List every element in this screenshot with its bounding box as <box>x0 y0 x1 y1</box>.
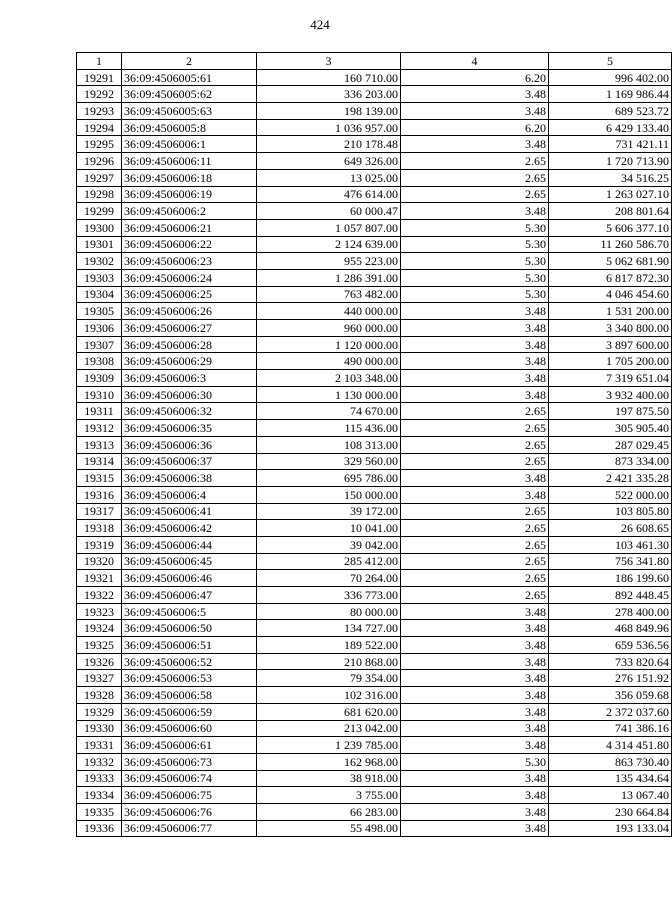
total-value-cell: 873 334.00 <box>549 453 672 470</box>
rate-value-cell: 2.65 <box>401 453 549 470</box>
cadastral-number-cell: 36:09:4506006:45 <box>122 553 257 570</box>
total-value-cell: 103 805.80 <box>549 503 672 520</box>
row-number-cell: 19306 <box>77 320 122 337</box>
area-value-cell: 102 316.00 <box>257 687 401 704</box>
cadastral-number-cell: 36:09:4506006:35 <box>122 420 257 437</box>
total-value-cell: 2 421 335.28 <box>549 470 672 487</box>
row-number-cell: 19318 <box>77 520 122 537</box>
table-row <box>77 186 672 203</box>
cadastral-number-cell: 36:09:4506006:22 <box>122 236 257 253</box>
total-value-cell: 2 372 037.60 <box>549 703 672 720</box>
table-row <box>77 103 672 120</box>
table-row <box>77 503 672 520</box>
rate-value-cell: 3.48 <box>401 703 549 720</box>
row-number-cell: 19323 <box>77 603 122 620</box>
total-value-cell: 11 260 586.70 <box>549 236 672 253</box>
table-row <box>77 753 672 770</box>
area-value-cell: 134 727.00 <box>257 620 401 637</box>
total-value-cell: 5 062 681.90 <box>549 253 672 270</box>
area-value-cell: 162 968.00 <box>257 753 401 770</box>
total-value-cell: 5 606 377.10 <box>549 219 672 236</box>
table-row <box>77 269 672 286</box>
rate-value-cell: 3.48 <box>401 336 549 353</box>
table-row <box>77 470 672 487</box>
cadastral-number-cell: 36:09:4506006:37 <box>122 453 257 470</box>
row-number-cell: 19325 <box>77 637 122 654</box>
row-number-cell: 19317 <box>77 503 122 520</box>
total-value-cell: 1 263 027.10 <box>549 186 672 203</box>
rate-value-cell: 3.48 <box>401 637 549 654</box>
table-row <box>77 670 672 687</box>
rate-value-cell: 2.65 <box>401 153 549 170</box>
row-number-cell: 19300 <box>77 219 122 236</box>
total-value-cell: 1 169 986.44 <box>549 86 672 103</box>
area-value-cell: 2 103 348.00 <box>257 370 401 387</box>
area-value-cell: 681 620.00 <box>257 703 401 720</box>
total-value-cell: 3 932 400.00 <box>549 386 672 403</box>
cadastral-number-cell: 36:09:4506006:18 <box>122 169 257 186</box>
cadastral-number-cell: 36:09:4506006:75 <box>122 787 257 804</box>
row-number-cell: 19324 <box>77 620 122 637</box>
total-value-cell: 756 341.80 <box>549 553 672 570</box>
area-value-cell: 60 000.47 <box>257 203 401 220</box>
table-row <box>77 587 672 604</box>
cadastral-number-cell: 36:09:4506006:26 <box>122 303 257 320</box>
row-number-cell: 19292 <box>77 86 122 103</box>
cadastral-number-cell: 36:09:4506006:44 <box>122 536 257 553</box>
table-row <box>77 820 672 837</box>
total-value-cell: 468 849.96 <box>549 620 672 637</box>
cadastral-number-cell: 36:09:4506005:63 <box>122 103 257 120</box>
rate-value-cell: 3.48 <box>401 386 549 403</box>
rate-value-cell: 2.65 <box>401 436 549 453</box>
area-value-cell: 1 286 391.00 <box>257 269 401 286</box>
area-value-cell: 490 000.00 <box>257 353 401 370</box>
table-row <box>77 453 672 470</box>
cadastral-number-cell: 36:09:4506006:23 <box>122 253 257 270</box>
table-row <box>77 86 672 103</box>
rate-value-cell: 5.30 <box>401 253 549 270</box>
area-value-cell: 189 522.00 <box>257 637 401 654</box>
table-row <box>77 637 672 654</box>
row-number-cell: 19321 <box>77 570 122 587</box>
cadastral-number-cell: 36:09:4506006:51 <box>122 637 257 654</box>
row-number-cell: 19296 <box>77 153 122 170</box>
cadastral-number-cell: 36:09:4506006:36 <box>122 436 257 453</box>
total-value-cell: 6 817 872.30 <box>549 269 672 286</box>
table-row <box>77 403 672 420</box>
cadastral-number-cell: 36:09:4506006:59 <box>122 703 257 720</box>
table-row <box>77 720 672 737</box>
row-number-cell: 19301 <box>77 236 122 253</box>
table-row <box>77 119 672 136</box>
rate-value-cell: 3.48 <box>401 86 549 103</box>
cadastral-number-cell: 36:09:4506006:5 <box>122 603 257 620</box>
cadastral-number-cell: 36:09:4506006:60 <box>122 720 257 737</box>
row-number-cell: 19304 <box>77 286 122 303</box>
rate-value-cell: 3.48 <box>401 203 549 220</box>
cadastral-number-cell: 36:09:4506006:21 <box>122 219 257 236</box>
rate-value-cell: 3.48 <box>401 687 549 704</box>
rate-value-cell: 5.30 <box>401 269 549 286</box>
rate-value-cell: 5.30 <box>401 286 549 303</box>
cadastral-number-cell: 36:09:4506006:32 <box>122 403 257 420</box>
rate-value-cell: 5.30 <box>401 236 549 253</box>
total-value-cell: 996 402.00 <box>549 69 672 86</box>
rate-value-cell: 3.48 <box>401 653 549 670</box>
rate-value-cell: 3.48 <box>401 486 549 503</box>
rate-value-cell: 3.48 <box>401 620 549 637</box>
area-value-cell: 70 264.00 <box>257 570 401 587</box>
cadastral-number-cell: 36:09:4506006:41 <box>122 503 257 520</box>
area-value-cell: 210 178.48 <box>257 136 401 153</box>
total-value-cell: 733 820.64 <box>549 653 672 670</box>
total-value-cell: 278 400.00 <box>549 603 672 620</box>
cadastral-number-cell: 36:09:4506006:76 <box>122 803 257 820</box>
total-value-cell: 3 340 800.00 <box>549 320 672 337</box>
cadastral-number-cell: 36:09:4506006:61 <box>122 737 257 754</box>
area-value-cell: 150 000.00 <box>257 486 401 503</box>
area-value-cell: 38 918.00 <box>257 770 401 787</box>
area-value-cell: 10 041.00 <box>257 520 401 537</box>
rate-value-cell: 2.65 <box>401 186 549 203</box>
row-number-cell: 19311 <box>77 403 122 420</box>
area-value-cell: 649 326.00 <box>257 153 401 170</box>
area-value-cell: 115 436.00 <box>257 420 401 437</box>
cadastral-number-cell: 36:09:4506006:46 <box>122 570 257 587</box>
header-row <box>77 53 672 70</box>
total-value-cell: 230 664.84 <box>549 803 672 820</box>
row-number-cell: 19313 <box>77 436 122 453</box>
table-row <box>77 436 672 453</box>
row-number-cell: 19330 <box>77 720 122 737</box>
row-number-cell: 19336 <box>77 820 122 837</box>
table-row <box>77 336 672 353</box>
area-value-cell: 55 498.00 <box>257 820 401 837</box>
table-row <box>77 620 672 637</box>
row-number-cell: 19305 <box>77 303 122 320</box>
cadastral-number-cell: 36:09:4506006:52 <box>122 653 257 670</box>
total-value-cell: 135 434.64 <box>549 770 672 787</box>
row-number-cell: 19298 <box>77 186 122 203</box>
total-value-cell: 1 720 713.90 <box>549 153 672 170</box>
table-body <box>77 69 672 837</box>
row-number-cell: 19320 <box>77 553 122 570</box>
total-value-cell: 1 531 200.00 <box>549 303 672 320</box>
row-number-cell: 19328 <box>77 687 122 704</box>
table-row <box>77 570 672 587</box>
total-value-cell: 276 151.92 <box>549 670 672 687</box>
column-header-5: 5 <box>549 53 672 70</box>
area-value-cell: 79 354.00 <box>257 670 401 687</box>
cadastral-number-cell: 36:09:4506006:25 <box>122 286 257 303</box>
cadastral-number-cell: 36:09:4506005:62 <box>122 86 257 103</box>
row-number-cell: 19335 <box>77 803 122 820</box>
row-number-cell: 19314 <box>77 453 122 470</box>
cadastral-number-cell: 36:09:4506006:77 <box>122 820 257 837</box>
area-value-cell: 3 755.00 <box>257 787 401 804</box>
cadastral-number-cell: 36:09:4506006:4 <box>122 486 257 503</box>
total-value-cell: 208 801.64 <box>549 203 672 220</box>
cadastral-number-cell: 36:09:4506006:11 <box>122 153 257 170</box>
total-value-cell: 522 000.00 <box>549 486 672 503</box>
row-number-cell: 19332 <box>77 753 122 770</box>
area-value-cell: 1 239 785.00 <box>257 737 401 754</box>
table-row <box>77 703 672 720</box>
table-row <box>77 169 672 186</box>
cadastral-number-cell: 36:09:4506006:53 <box>122 670 257 687</box>
row-number-cell: 19309 <box>77 370 122 387</box>
cadastral-number-cell: 36:09:4506006:42 <box>122 520 257 537</box>
row-number-cell: 19316 <box>77 486 122 503</box>
row-number-cell: 19331 <box>77 737 122 754</box>
registry-table <box>76 52 672 837</box>
table-row <box>77 536 672 553</box>
row-number-cell: 19294 <box>77 119 122 136</box>
rate-value-cell: 3.48 <box>401 303 549 320</box>
area-value-cell: 108 313.00 <box>257 436 401 453</box>
cadastral-number-cell: 36:09:4506005:8 <box>122 119 257 136</box>
row-number-cell: 19291 <box>77 69 122 86</box>
table-row <box>77 553 672 570</box>
column-header-2: 2 <box>122 53 257 70</box>
table-row <box>77 236 672 253</box>
page-number: 424 <box>310 17 330 32</box>
table-row <box>77 520 672 537</box>
table-row <box>77 353 672 370</box>
rate-value-cell: 2.65 <box>401 570 549 587</box>
rate-value-cell: 3.48 <box>401 770 549 787</box>
cadastral-number-cell: 36:09:4506006:27 <box>122 320 257 337</box>
cadastral-number-cell: 36:09:4506006:2 <box>122 203 257 220</box>
total-value-cell: 197 875.50 <box>549 403 672 420</box>
rate-value-cell: 3.48 <box>401 787 549 804</box>
table-row <box>77 69 672 86</box>
total-value-cell: 863 730.40 <box>549 753 672 770</box>
total-value-cell: 26 608.65 <box>549 520 672 537</box>
rate-value-cell: 3.48 <box>401 136 549 153</box>
area-value-cell: 66 283.00 <box>257 803 401 820</box>
row-number-cell: 19293 <box>77 103 122 120</box>
cadastral-number-cell: 36:09:4506006:29 <box>122 353 257 370</box>
rate-value-cell: 2.65 <box>401 587 549 604</box>
area-value-cell: 210 868.00 <box>257 653 401 670</box>
row-number-cell: 19312 <box>77 420 122 437</box>
row-number-cell: 19303 <box>77 269 122 286</box>
area-value-cell: 440 000.00 <box>257 303 401 320</box>
cadastral-number-cell: 36:09:4506006:47 <box>122 587 257 604</box>
column-header-4: 4 <box>401 53 549 70</box>
column-header-3: 3 <box>257 53 401 70</box>
table-row <box>77 787 672 804</box>
rate-value-cell: 3.48 <box>401 103 549 120</box>
cadastral-number-cell: 36:09:4506005:61 <box>122 69 257 86</box>
table-row <box>77 303 672 320</box>
column-header-1: 1 <box>77 53 122 70</box>
cadastral-number-cell: 36:09:4506006:73 <box>122 753 257 770</box>
cadastral-number-cell: 36:09:4506006:19 <box>122 186 257 203</box>
total-value-cell: 892 448.45 <box>549 587 672 604</box>
rate-value-cell: 2.65 <box>401 503 549 520</box>
table-row <box>77 737 672 754</box>
area-value-cell: 336 773.00 <box>257 587 401 604</box>
row-number-cell: 19322 <box>77 587 122 604</box>
table-row <box>77 203 672 220</box>
table-row <box>77 320 672 337</box>
row-number-cell: 19326 <box>77 653 122 670</box>
area-value-cell: 1 036 957.00 <box>257 119 401 136</box>
rate-value-cell: 5.30 <box>401 753 549 770</box>
total-value-cell: 34 516.25 <box>549 169 672 186</box>
rate-value-cell: 3.48 <box>401 353 549 370</box>
rate-value-cell: 2.65 <box>401 536 549 553</box>
area-value-cell: 39 042.00 <box>257 536 401 553</box>
table-row <box>77 136 672 153</box>
row-number-cell: 19333 <box>77 770 122 787</box>
total-value-cell: 731 421.11 <box>549 136 672 153</box>
area-value-cell: 336 203.00 <box>257 86 401 103</box>
rate-value-cell: 3.48 <box>401 820 549 837</box>
area-value-cell: 1 057 807.00 <box>257 219 401 236</box>
table-row <box>77 687 672 704</box>
total-value-cell: 7 319 651.04 <box>549 370 672 387</box>
total-value-cell: 13 067.40 <box>549 787 672 804</box>
cadastral-number-cell: 36:09:4506006:38 <box>122 470 257 487</box>
area-value-cell: 160 710.00 <box>257 69 401 86</box>
rate-value-cell: 2.65 <box>401 420 549 437</box>
table-row <box>77 603 672 620</box>
table-row <box>77 486 672 503</box>
area-value-cell: 13 025.00 <box>257 169 401 186</box>
cadastral-number-cell: 36:09:4506006:1 <box>122 136 257 153</box>
cadastral-number-cell: 36:09:4506006:74 <box>122 770 257 787</box>
area-value-cell: 80 000.00 <box>257 603 401 620</box>
rate-value-cell: 3.48 <box>401 320 549 337</box>
total-value-cell: 1 705 200.00 <box>549 353 672 370</box>
cadastral-number-cell: 36:09:4506006:50 <box>122 620 257 637</box>
rate-value-cell: 2.65 <box>401 553 549 570</box>
total-value-cell: 305 905.40 <box>549 420 672 437</box>
area-value-cell: 285 412.00 <box>257 553 401 570</box>
area-value-cell: 960 000.00 <box>257 320 401 337</box>
row-number-cell: 19315 <box>77 470 122 487</box>
row-number-cell: 19327 <box>77 670 122 687</box>
table-row <box>77 153 672 170</box>
rate-value-cell: 3.48 <box>401 737 549 754</box>
total-value-cell: 287 029.45 <box>549 436 672 453</box>
cadastral-number-cell: 36:09:4506006:58 <box>122 687 257 704</box>
area-value-cell: 213 042.00 <box>257 720 401 737</box>
total-value-cell: 689 523.72 <box>549 103 672 120</box>
cadastral-number-cell: 36:09:4506006:24 <box>122 269 257 286</box>
table-header <box>77 53 672 70</box>
total-value-cell: 4 046 454.60 <box>549 286 672 303</box>
rate-value-cell: 3.48 <box>401 470 549 487</box>
rate-value-cell: 6.20 <box>401 69 549 86</box>
table-row <box>77 286 672 303</box>
rate-value-cell: 5.30 <box>401 219 549 236</box>
total-value-cell: 103 461.30 <box>549 536 672 553</box>
cadastral-number-cell: 36:09:4506006:3 <box>122 370 257 387</box>
row-number-cell: 19295 <box>77 136 122 153</box>
area-value-cell: 763 482.00 <box>257 286 401 303</box>
row-number-cell: 19329 <box>77 703 122 720</box>
row-number-cell: 19307 <box>77 336 122 353</box>
row-number-cell: 19299 <box>77 203 122 220</box>
row-number-cell: 19334 <box>77 787 122 804</box>
rate-value-cell: 3.48 <box>401 370 549 387</box>
row-number-cell: 19319 <box>77 536 122 553</box>
row-number-cell: 19302 <box>77 253 122 270</box>
rate-value-cell: 2.65 <box>401 520 549 537</box>
rate-value-cell: 3.48 <box>401 803 549 820</box>
table-row <box>77 770 672 787</box>
area-value-cell: 695 786.00 <box>257 470 401 487</box>
area-value-cell: 955 223.00 <box>257 253 401 270</box>
area-value-cell: 329 560.00 <box>257 453 401 470</box>
total-value-cell: 4 314 451.80 <box>549 737 672 754</box>
total-value-cell: 6 429 133.40 <box>549 119 672 136</box>
cadastral-number-cell: 36:09:4506006:30 <box>122 386 257 403</box>
rate-value-cell: 6.20 <box>401 119 549 136</box>
rate-value-cell: 2.65 <box>401 403 549 420</box>
table-row <box>77 420 672 437</box>
rate-value-cell: 2.65 <box>401 169 549 186</box>
cadastral-number-cell: 36:09:4506006:28 <box>122 336 257 353</box>
total-value-cell: 193 133.04 <box>549 820 672 837</box>
row-number-cell: 19310 <box>77 386 122 403</box>
area-value-cell: 2 124 639.00 <box>257 236 401 253</box>
row-number-cell: 19297 <box>77 169 122 186</box>
table-row <box>77 219 672 236</box>
table-row <box>77 386 672 403</box>
rate-value-cell: 3.48 <box>401 720 549 737</box>
total-value-cell: 3 897 600.00 <box>549 336 672 353</box>
table-row <box>77 370 672 387</box>
table-row <box>77 803 672 820</box>
area-value-cell: 198 139.00 <box>257 103 401 120</box>
area-value-cell: 1 130 000.00 <box>257 386 401 403</box>
rate-value-cell: 3.48 <box>401 670 549 687</box>
row-number-cell: 19308 <box>77 353 122 370</box>
area-value-cell: 39 172.00 <box>257 503 401 520</box>
rate-value-cell: 3.48 <box>401 603 549 620</box>
total-value-cell: 659 536.56 <box>549 637 672 654</box>
table-row <box>77 253 672 270</box>
total-value-cell: 356 059.68 <box>549 687 672 704</box>
total-value-cell: 186 199.60 <box>549 570 672 587</box>
table-row <box>77 653 672 670</box>
total-value-cell: 741 386.16 <box>549 720 672 737</box>
area-value-cell: 476 614.00 <box>257 186 401 203</box>
area-value-cell: 74 670.00 <box>257 403 401 420</box>
area-value-cell: 1 120 000.00 <box>257 336 401 353</box>
